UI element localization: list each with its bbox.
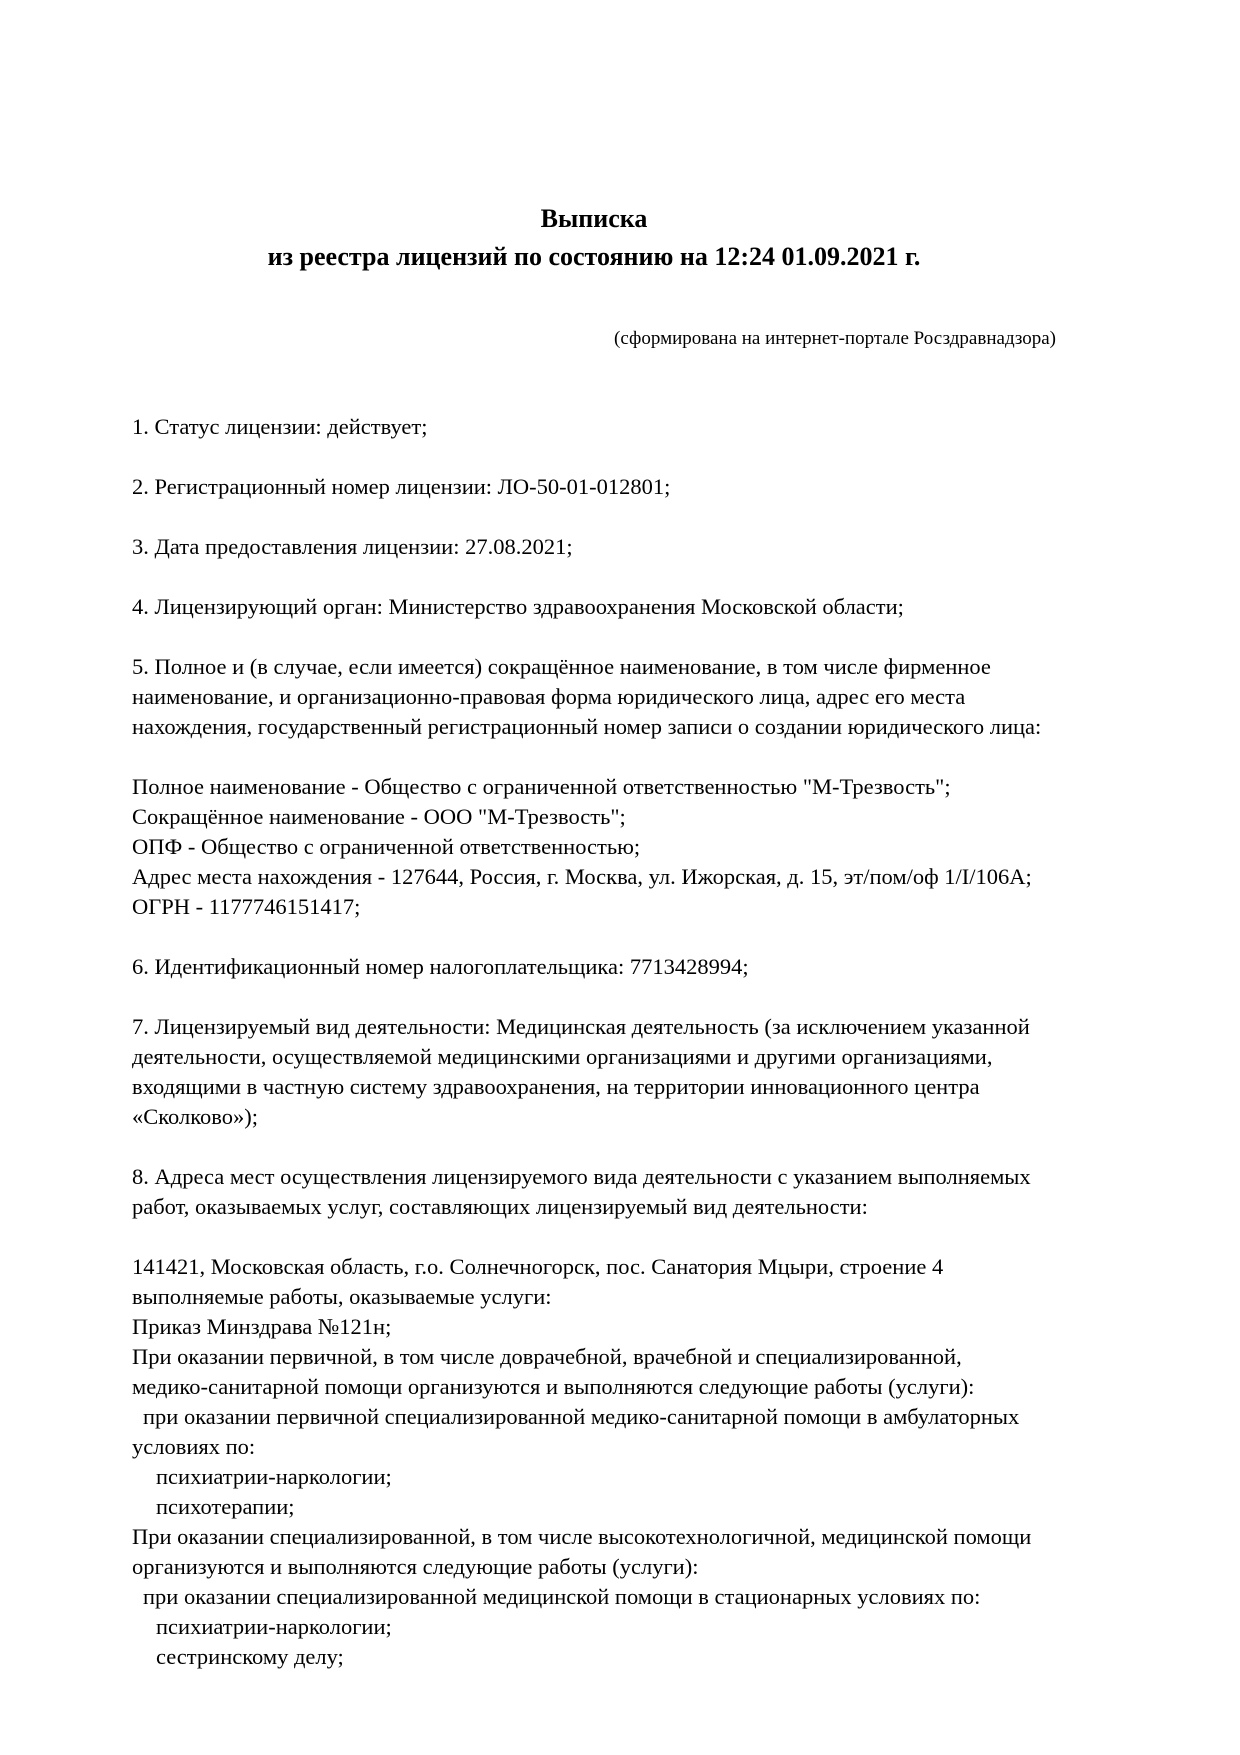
text-line: 8. Адреса мест осуществления лицензируемого вида деятельности с указанием выполняемых (132, 1164, 1031, 1189)
text-line: организуются и выполняются следующие работы (услуги): (132, 1554, 699, 1579)
blank-line (132, 982, 1172, 1012)
text-line: При оказании специализированной, в том числе высокотехнологичной, медицинской помощи (132, 1524, 1032, 1549)
text-line: деятельности, осуществляемой медицинскими организациями и другими организациями, (132, 1044, 993, 1069)
title-line-1: Выписка (540, 204, 648, 233)
text-line: Адрес места нахождения - 127644, Россия, г. Москва, ул. Ижорская, д. 15, эт/пом/оф 1/I/106А; (132, 864, 1032, 889)
text-line: 2. Регистрационный номер лицензии: ЛО-50-01-012801; (132, 474, 671, 499)
text-line: работ, оказываемых услуг, составляющих лицензируемый вид деятельности: (132, 1194, 868, 1219)
text-line: При оказании первичной, в том числе доврачебной, врачебной и специализированной, (132, 1344, 962, 1369)
document-subtitle: (сформирована на интернет-портале Росздравнадзора) (614, 328, 1056, 349)
blank-line (132, 922, 1172, 952)
blank-line (132, 1132, 1172, 1162)
text-line: 6. Идентификационный номер налогоплательщика: 7713428994; (132, 954, 749, 979)
text-line: 141421, Московская область, г.о. Солнечногорск, пос. Санатория Мцыри, строение 4 (132, 1254, 944, 1279)
text-line: 1. Статус лицензии: действует; (132, 414, 428, 439)
text-line: Сокращённое наименование - ООО "М-Трезвость"; (132, 804, 626, 829)
text-line: сестринскому делу; (156, 1644, 344, 1669)
text-line: ОГРН - 1177746151417; (132, 894, 361, 919)
text-line: при оказании специализированной медицинской помощи в стационарных условиях по: (143, 1584, 981, 1609)
document-body (132, 412, 1172, 1672)
blank-line (132, 1222, 1172, 1252)
blank-line (132, 742, 1172, 772)
text-line: Полное наименование - Общество с ограниченной ответственностью "М-Трезвость"; (132, 774, 951, 799)
blank-line (132, 562, 1172, 592)
document-title (132, 200, 1056, 276)
text-line: психотерапии; (156, 1494, 295, 1519)
blank-line (132, 502, 1172, 532)
title-line-2: из реестра лицензий по состоянию на 12:24 01.09.2021 г. (267, 242, 921, 271)
text-line: при оказании первичной специализированной медико-санитарной помощи в амбулаторных (143, 1404, 1020, 1429)
text-line: психиатрии-наркологии; (156, 1614, 392, 1639)
text-line: Приказ Минздрава №121н; (132, 1314, 392, 1339)
blank-line (132, 622, 1172, 652)
text-line: выполняемые работы, оказываемые услуги: (132, 1284, 552, 1309)
document-header (132, 200, 1056, 351)
text-line: 3. Дата предоставления лицензии: 27.08.2021; (132, 534, 573, 559)
text-line: условиях по: (132, 1434, 256, 1459)
text-line: 7. Лицензируемый вид деятельности: Медицинская деятельность (за исключением указанной (132, 1014, 1030, 1039)
blank-line (132, 442, 1172, 472)
text-line: психиатрии-наркологии; (156, 1464, 392, 1489)
text-line: нахождения, государственный регистрационный номер записи о создании юридического лица: (132, 714, 1042, 739)
text-line: входящими в частную систему здравоохранения, на территории инновационного центра (132, 1074, 980, 1099)
text-line: 5. Полное и (в случае, если имеется) сокращённое наименование, в том числе фирменное (132, 654, 991, 679)
text-line: наименование, и организационно-правовая форма юридического лица, адрес его места (132, 684, 966, 709)
text-line: 4. Лицензирующий орган: Министерство здравоохранения Московской области; (132, 594, 904, 619)
text-line: медико-санитарной помощи организуются и выполняются следующие работы (услуги): (132, 1374, 975, 1399)
text-line: «Сколково»); (132, 1104, 258, 1129)
text-line: ОПФ - Общество с ограниченной ответственностью; (132, 834, 641, 859)
